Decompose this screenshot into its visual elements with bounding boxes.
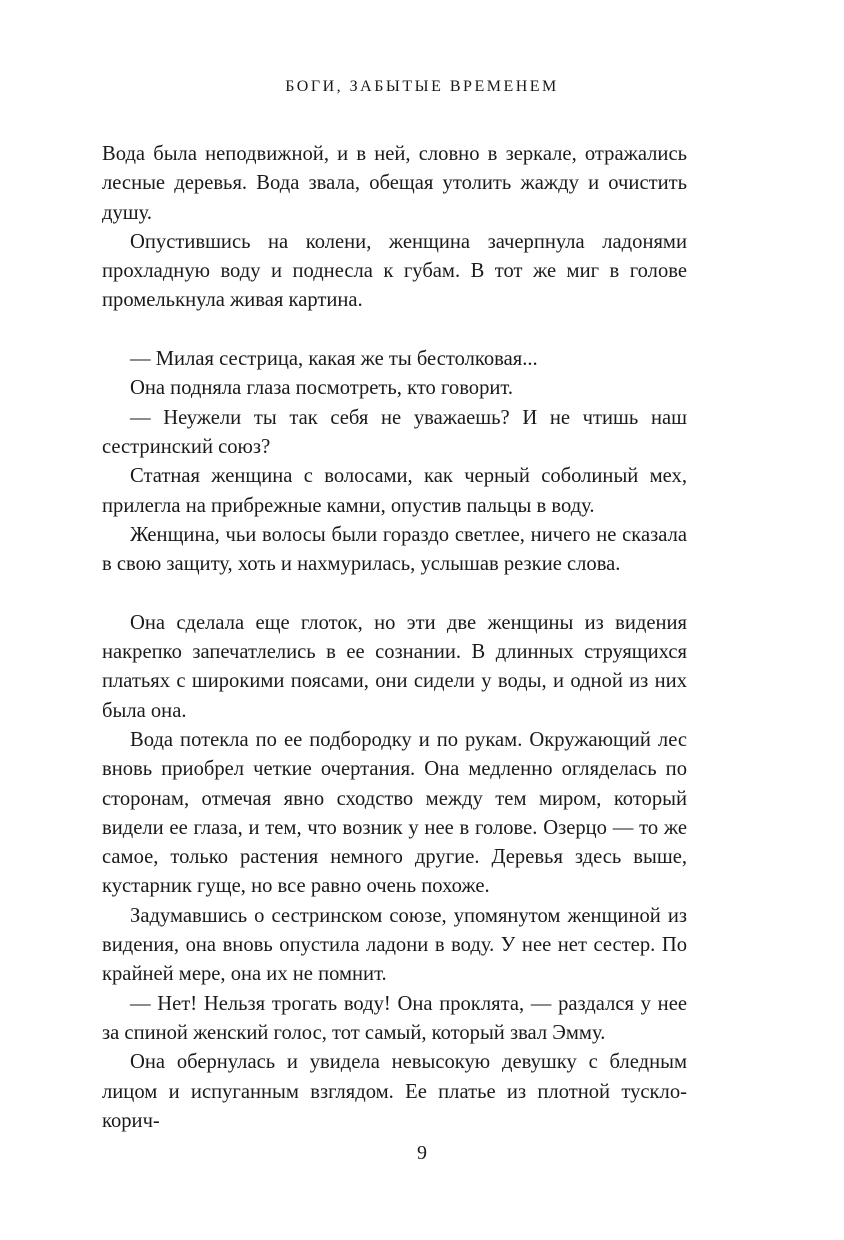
paragraph-5: — Неужели ты так себя не уважаешь? И не чтишь наш сестринский союз? xyxy=(102,406,687,458)
paragraph-1: Вода была неподвижной, и в ней, словно в зеркале, отражались лесные деревья. Вода звала, обещая утолить жажду и очистить душу. xyxy=(102,143,687,224)
paragraph-11: — Нет! Нельзя трогать воду! Она проклята, — раздался у нее за спиной женский голос, тот самый, который звал Эмму. xyxy=(102,992,687,1044)
body-text xyxy=(102,140,687,1136)
paragraph-4: Она подняла глаза посмотреть, кто говорит. xyxy=(130,377,514,400)
paragraph-3: — Милая сестрица, какая же ты бестолковая... xyxy=(130,348,538,371)
page-number: 9 xyxy=(417,1142,427,1164)
paragraph-2: Опустившись на колени, женщина зачерпнула ладонями прохладную воду и поднесла к губам. В тот же миг в голове промелькнула живая картина. xyxy=(102,230,687,312)
paragraph-7: Женщина, чьи волосы были гораздо светлее, ничего не сказала в свою защиту, хоть и нахмурилась, услышав резкие слова. xyxy=(102,523,687,576)
running-title: БОГИ, ЗАБЫТЫЕ ВРЕМЕНЕМ xyxy=(285,78,559,95)
paragraph-8: Она сделала еще глоток, но эти две женщины из видения накрепко запечатлелись в ее сознании. В длинных струящихся платьях с широкими поясами, они сидели у воды, и одной из них была она. xyxy=(102,611,687,722)
paragraph-12: Она обернулась и увидела невысокую девушку с бледным лицом и испуганным взглядом. Ее платье из плотной тускло-корич- xyxy=(102,1051,687,1132)
paragraph-6: Статная женщина с волосами, как черный соболиный мех, прилегла на прибрежные камни, опустив пальцы в воду. xyxy=(102,465,687,517)
paragraph-10: Задумавшись о сестринском союзе, упомянутом женщиной из видения, она вновь опустила ладони в воду. У нее нет сестер. По крайней мере, она их не помнит. xyxy=(102,904,687,986)
paragraph-9: Вода потекла по ее подбородку и по рукам. Окружающий лес вновь приобрел четкие очертания. Она медленно огляделась по сторонам, отмечая явно сходство между тем миром, который видели ее глаза, и тем, что возник у нее в голове. Озерцо — то же самое, только растения немного другие. Деревья здесь выше, кустарник гуще, но все равно очень похоже. xyxy=(102,728,687,898)
